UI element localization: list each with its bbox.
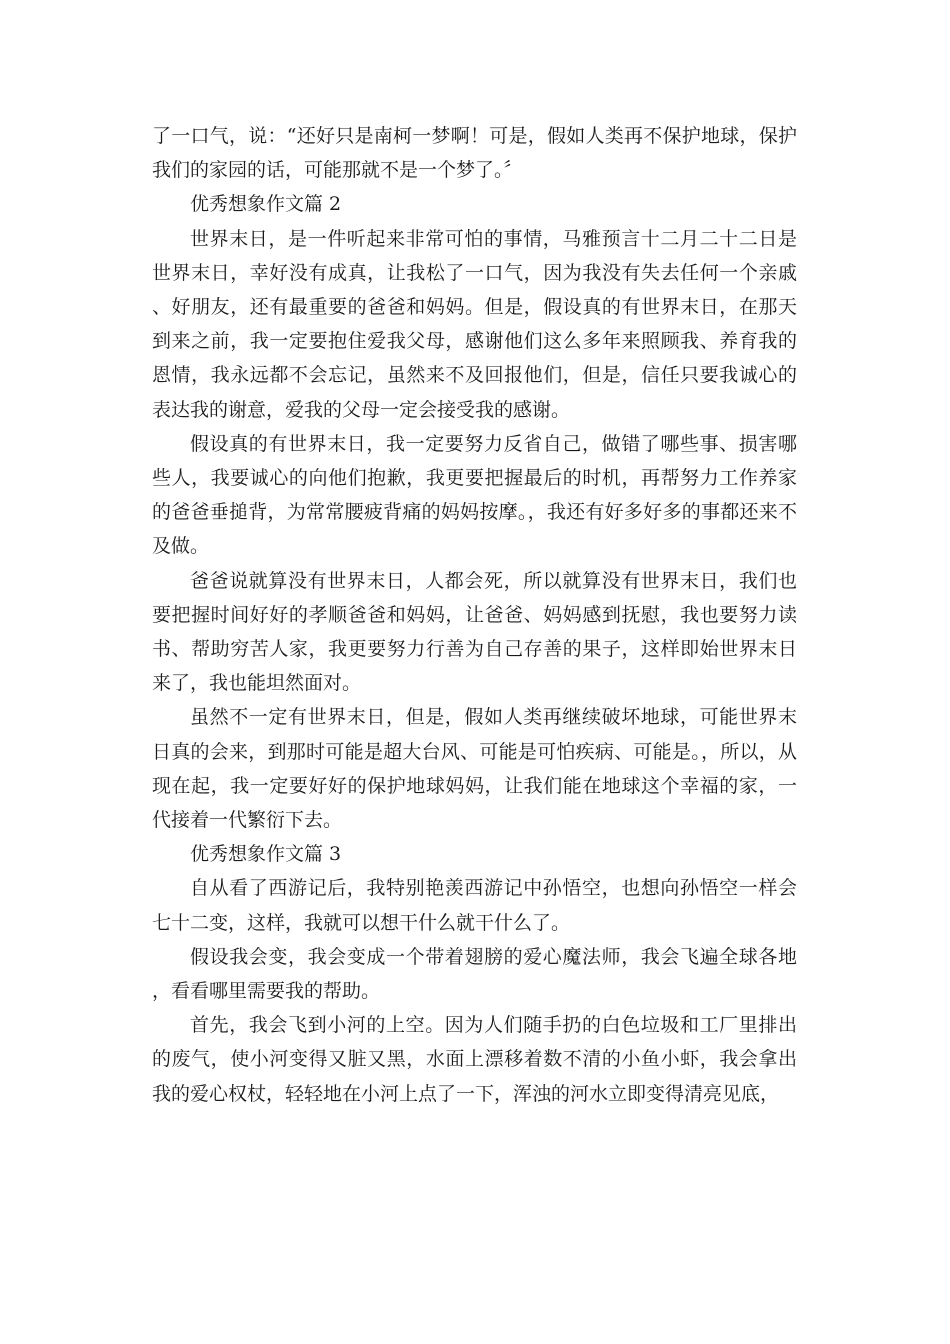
paragraph: 世界末日，是一件听起来非常可怕的事情，马雅预言十二月二十二日是世界末日，幸好没有成真，让我松了一口气，因为我没有失去任何一个亲戚、好朋友，还有最重要的爸爸和妈妈。但是，假设真的有世界末日，在那天到来之前，我一定要抱住爱我父母，感谢他们这么多年来照顾我、养育我的恩情，我永远都不会忘记，虽然来不及回报他们，但是，信任只要我诚心的表达我的谢意，爱我的父母一定会接受我的感谢。 <box>152 227 797 421</box>
paragraph: 自从看了西游记后，我特别艳羡西游记中孙悟空，也想向孙悟空一样会七十二变，这样，我就可以想干什么就干什么了。 <box>152 877 797 934</box>
paragraph-continued: 了一口气，说：“还好只是南柯一梦啊！可是，假如人类再不保护地球，保护我们的家园的话，可能那就不是一个梦了。〞 <box>152 125 797 182</box>
paragraph: 假设真的有世界末日，我一定要努力反省自己，做错了哪些事、损害哪些人，我要诚心的向他们抱歉，我更要把握最后的时机，再帮努力工作养家的爸爸垂搥背，为常常腰疲背痛的妈妈按摩。，我还有好多好多的事都还来不及做。 <box>152 432 797 558</box>
paragraph: 爸爸说就算没有世界末日，人都会死，所以就算没有世界末日，我们也要把握时间好好的孝顺爸爸和妈妈，让爸爸、妈妈感到抚慰，我也要努力读书、帮助穷苦人家，我更要努力行善为自己存善的果子，这样即始世界末日来了，我也能坦然面对。 <box>152 569 797 695</box>
paragraph: 首先，我会飞到小河的上空。因为人们随手扔的白色垃圾和工厂里排出的废气，使小河变得又脏又黑，水面上漂移着数不清的小鱼小虾，我会拿出我的爱心权杖，轻轻地在小河上点了一下，浑浊的河水立即变得清亮见底， <box>152 1014 797 1105</box>
paragraph: 假设我会变，我会变成一个带着翅膀的爱心魔法师，我会飞遍全球各地，看看哪里需要我的帮助。 <box>152 945 797 1003</box>
section-heading-2: 优秀想象作文篇 2 <box>190 193 342 216</box>
paragraph: 虽然不一定有世界末日，但是，假如人类再继续破坏地球，可能世界末日真的会来，到那时可能是超大台风、可能是可怕疾病、可能是。，所以，从现在起，我一定要好好的保护地球妈妈，让我们能在地球这个幸福的家，一代接着一代繁衍下去。 <box>152 706 797 832</box>
section-heading-3: 优秀想象作文篇 3 <box>190 843 342 866</box>
document-body <box>152 119 797 1111</box>
